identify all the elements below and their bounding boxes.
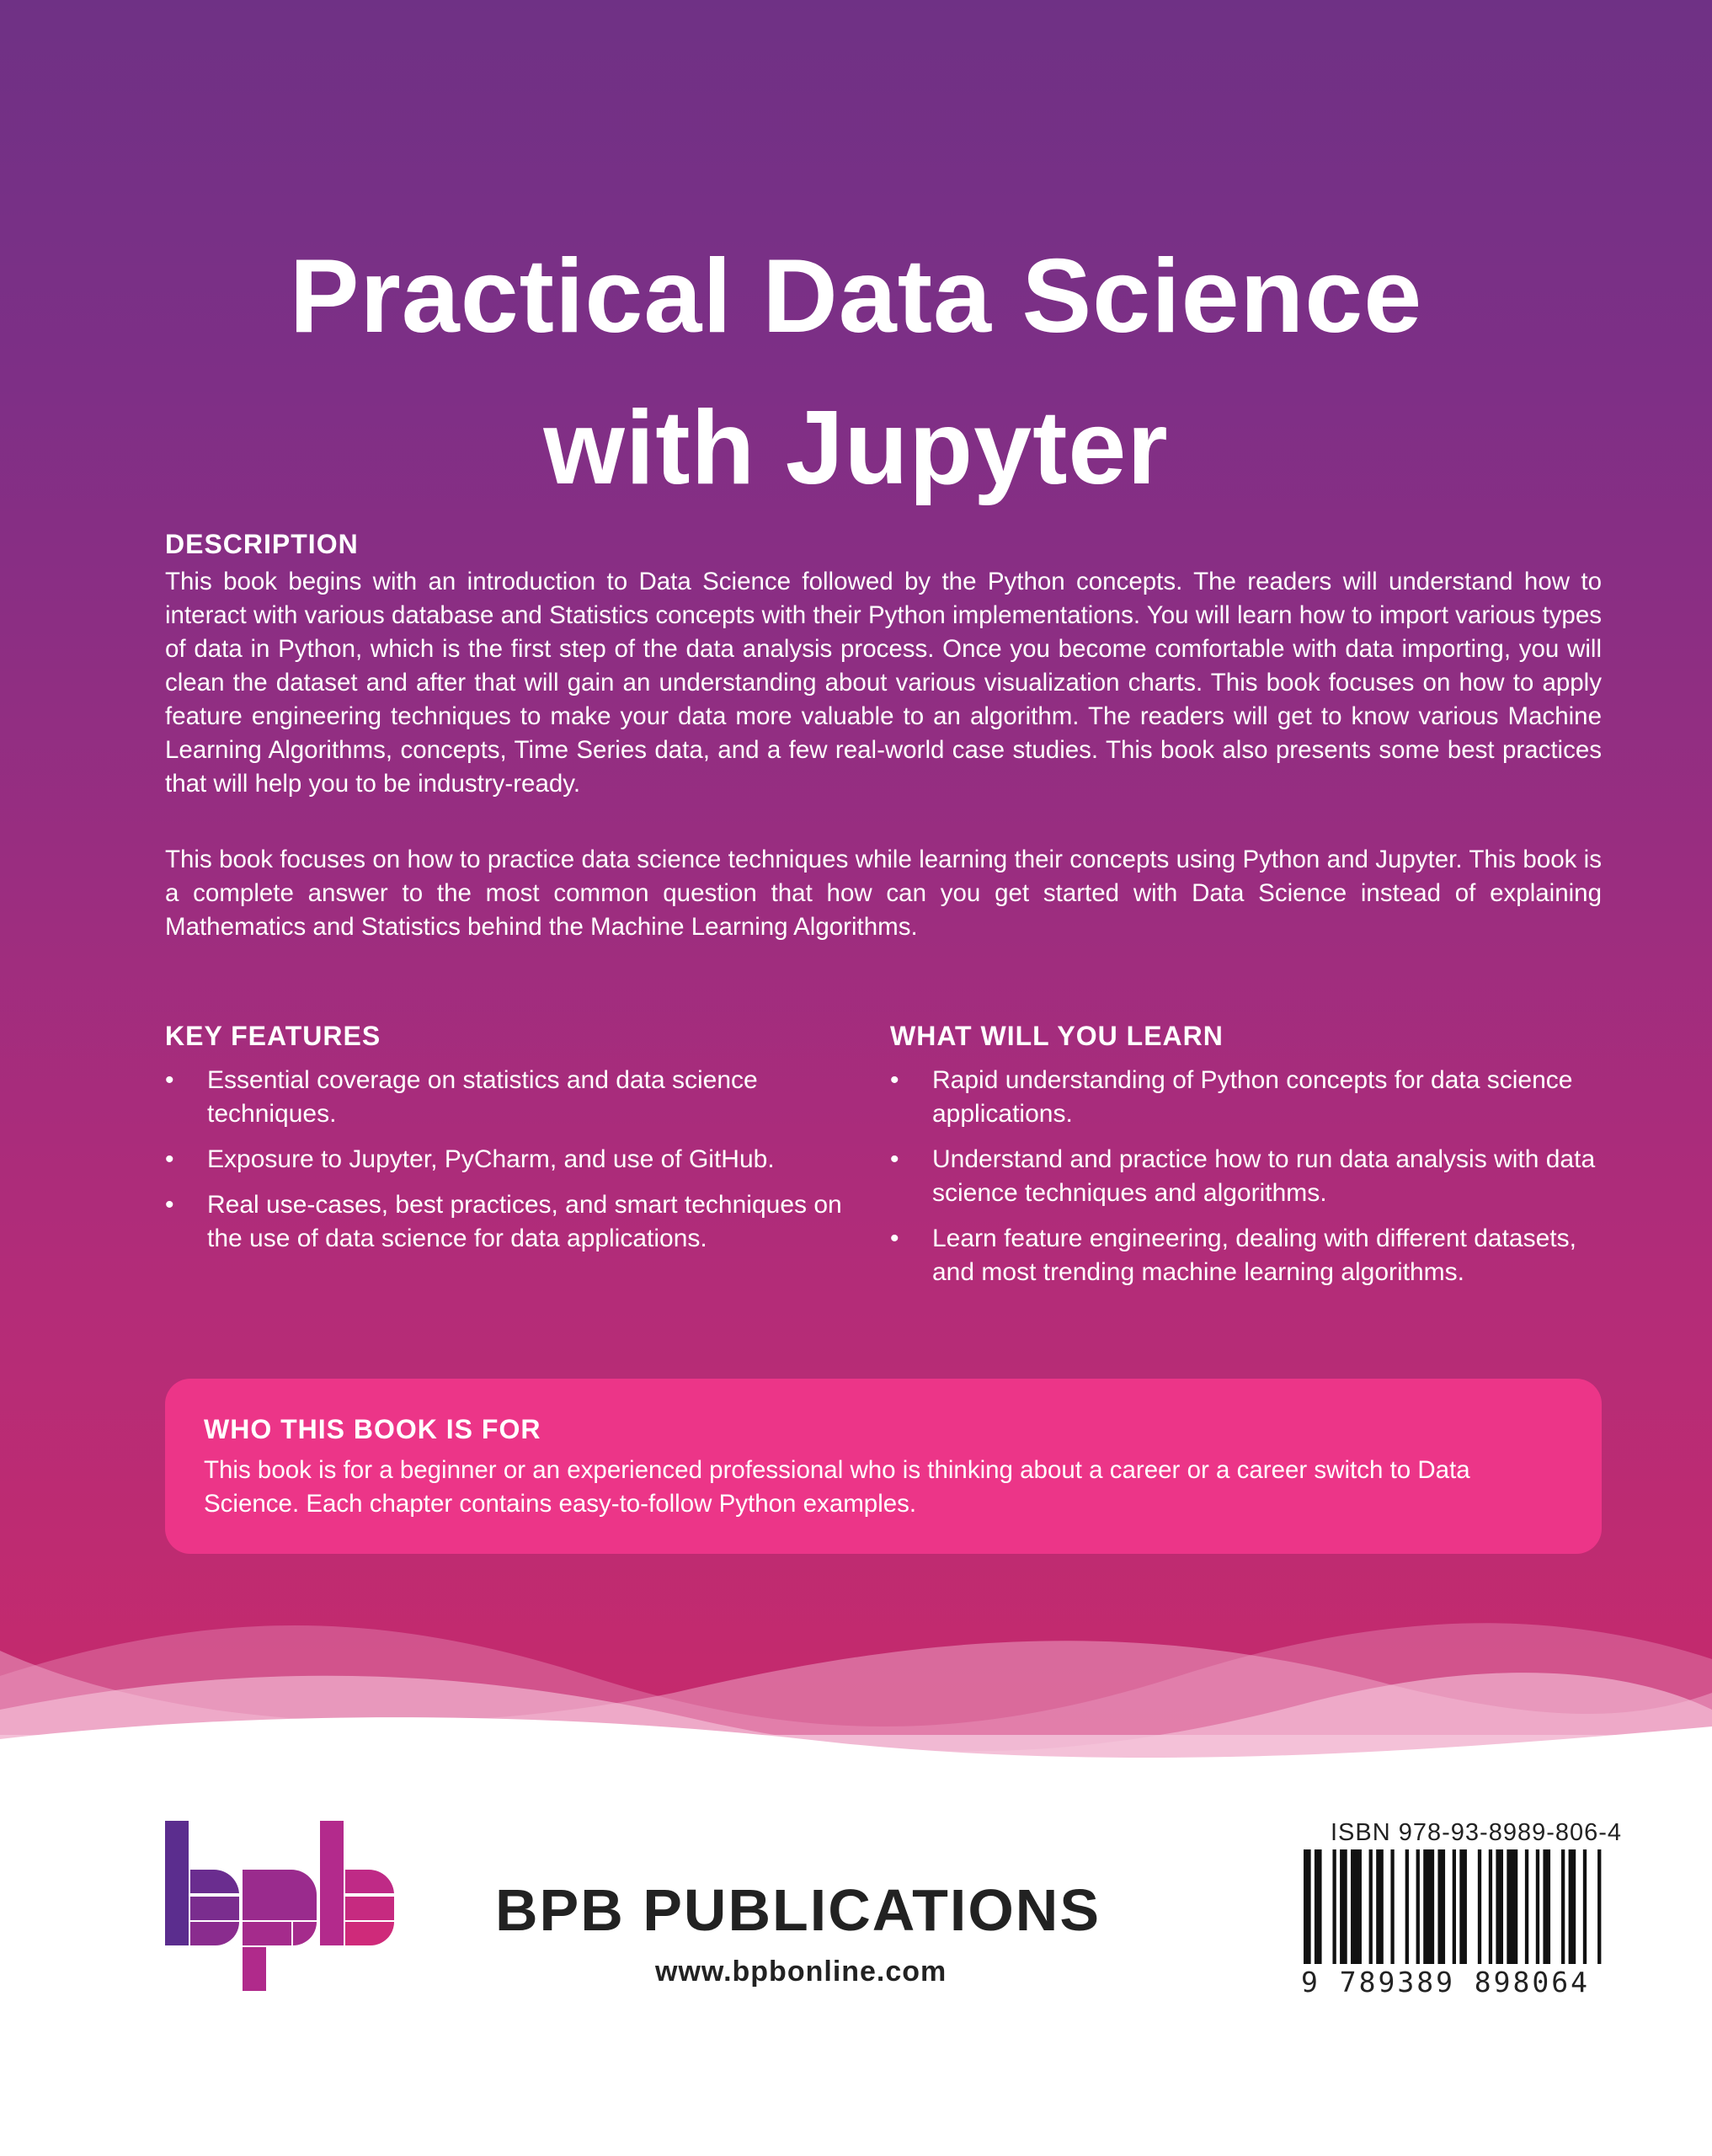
list-item xyxy=(890,1143,1602,1210)
barcode-bar xyxy=(1496,1849,1503,1964)
list-item xyxy=(165,1064,856,1131)
key-features-section xyxy=(165,1021,856,1267)
publisher-website[interactable]: www.bpbonline.com xyxy=(655,1956,947,1988)
audience-box xyxy=(165,1379,1602,1554)
barcode-bar xyxy=(1543,1849,1550,1964)
barcode-bar xyxy=(1390,1849,1394,1964)
barcode-bar xyxy=(1340,1849,1347,1964)
barcode-bar xyxy=(1423,1849,1434,1964)
barcode-bar xyxy=(1459,1849,1467,1964)
barcode-bar xyxy=(1507,1849,1517,1964)
what-you-learn-heading: WHAT WILL YOU LEARN xyxy=(890,1021,1224,1051)
barcode-bar xyxy=(1304,1849,1311,1964)
audience-content xyxy=(204,1414,1568,1521)
barcode-bar xyxy=(1351,1849,1362,1964)
what-you-learn-list xyxy=(890,1064,1602,1289)
list-item-text: Exposure to Jupyter, PyCharm, and use of GitHub. xyxy=(207,1145,775,1173)
description-paragraph-1: This book begins with an introduction to Data Science followed by the Python concepts. The readers will understand how to interact with various database and Statistics concepts with their Python implementations. You will learn how to import various types of data in Python, which is the first step of the data analysis process. Once you become comfortable with data importing, you will clean the dataset and after that will gain an understanding about various visualization charts. This book focuses on how to apply feature engineering techniques to make your data more valuable to an algorithm. The readers will get to know various Machine Learning Algorithms, concepts, Time Series data, and a few real-world case studies. This book also presents some best practices that will help you to be industry-ready. xyxy=(165,568,1602,798)
bullet-icon: • xyxy=(890,1066,899,1094)
barcode-bar xyxy=(1478,1849,1481,1964)
barcode-bar xyxy=(1597,1849,1601,1964)
key-features-heading: KEY FEATURES xyxy=(165,1021,381,1051)
barcode-bar xyxy=(1405,1849,1409,1964)
bullet-icon: • xyxy=(165,1191,174,1219)
list-item xyxy=(165,1188,856,1256)
barcode-bar xyxy=(1453,1849,1456,1964)
barcode-bar xyxy=(1376,1849,1384,1964)
title-line-1: Practical Data Science xyxy=(289,238,1423,355)
isbn-label: ISBN 978-93-8989-806-4 xyxy=(1331,1819,1623,1846)
list-item-text: Rapid understanding of Python concepts for data science applications. xyxy=(932,1066,1573,1128)
title-line-2: with Jupyter xyxy=(543,390,1169,506)
bullet-icon: • xyxy=(165,1066,174,1094)
barcode-bar xyxy=(1569,1849,1576,1964)
barcode-bar xyxy=(1315,1849,1322,1964)
audience-heading: WHO THIS BOOK IS FOR xyxy=(204,1414,541,1444)
list-item xyxy=(890,1222,1602,1289)
barcode-bar xyxy=(1525,1849,1528,1964)
bullet-icon: • xyxy=(165,1145,174,1173)
list-item xyxy=(165,1143,856,1177)
book-title xyxy=(0,221,1712,524)
bullet-icon: • xyxy=(890,1225,899,1252)
description-paragraph-2: This book focuses on how to practice data science techniques while learning their concepts using Python and Jupyter. This book is a complete answer to the most common question that how can you get started with Data Science instead of explaining Mathematics and Statistics behind the Machine Learning Algorithms. xyxy=(165,846,1602,941)
bpb-logo-icon xyxy=(165,1821,409,1991)
barcode-bar xyxy=(1536,1849,1539,1964)
description-section xyxy=(165,529,1602,944)
audience-text: This book is for a beginner or an experienced professional who is thinking about a career or a career switch to Data Science. Each chapter contains easy-to-follow Python examples. xyxy=(204,1456,1470,1518)
barcode-bar xyxy=(1489,1849,1492,1964)
list-item-text: Understand and practice how to run data analysis with data science techniques and algorithms. xyxy=(932,1145,1596,1207)
description-heading: DESCRIPTION xyxy=(165,529,359,559)
barcode-bar xyxy=(1416,1849,1420,1964)
barcode-bar xyxy=(1561,1849,1565,1964)
barcode-bar xyxy=(1583,1849,1587,1964)
list-item-text: Essential coverage on statistics and data science techniques. xyxy=(207,1066,758,1128)
key-features-list xyxy=(165,1064,856,1256)
list-item-text: Learn feature engineering, dealing with different datasets, and most trending machine learning algorithms. xyxy=(932,1225,1576,1286)
barcode-bar xyxy=(1437,1849,1445,1964)
list-item-text: Real use-cases, best practices, and smart techniques on the use of data science for data applications. xyxy=(207,1191,842,1252)
bullet-icon: • xyxy=(890,1145,899,1173)
barcode-bar xyxy=(1332,1849,1336,1964)
barcode-digits: 9 789389 898064 xyxy=(1301,1966,1591,1999)
barcode-bar xyxy=(1369,1849,1373,1964)
decorative-waves xyxy=(0,1600,1712,1794)
list-item xyxy=(890,1064,1602,1131)
what-you-learn-section xyxy=(890,1021,1602,1301)
barcode-icon xyxy=(1304,1849,1608,1964)
publisher-name: BPB PUBLICATIONS xyxy=(495,1877,1101,1943)
